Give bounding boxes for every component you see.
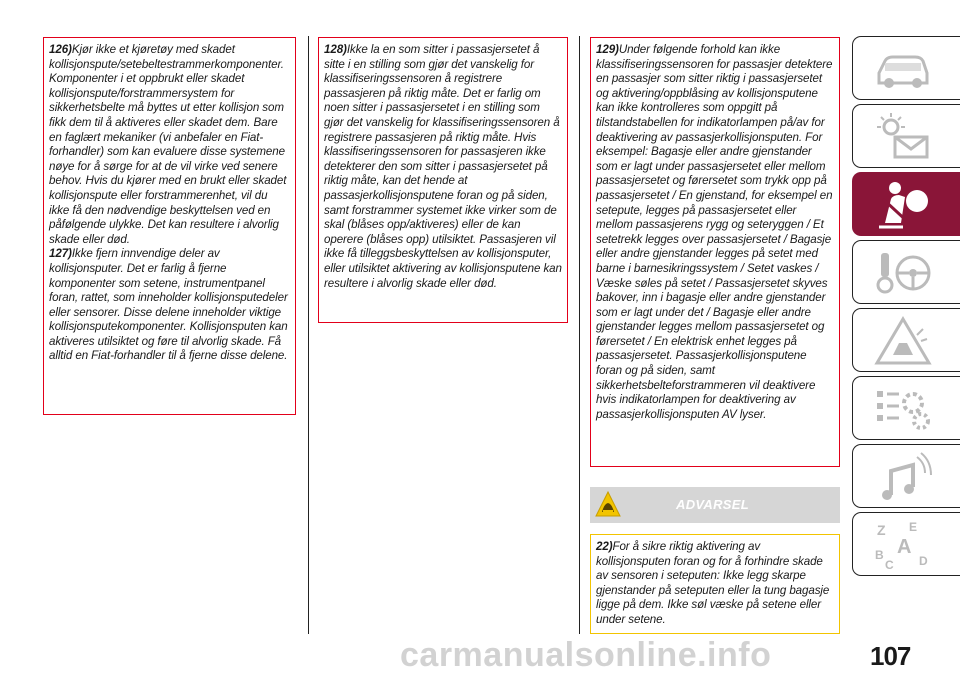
warning-text: Ikke fjern innvendige deler av kollisjonsputer. Det er farlig å fjerne komponenter som setene, instrumentpanel foran, rattet, som inneholder kollisjonsputedeler eller sensorer. Disse delene inneholder viktige kollisjonsputekomponenter. Kollisjonsputen kan aktiveres utilsiktet og føre til alvorlig skade. Få alltid en Fiat-forhandler til å fjerne disse delene.: [49, 247, 288, 363]
warning-number: 126): [49, 43, 72, 56]
tab-safety[interactable]: [852, 172, 960, 236]
advarsel-header: [590, 487, 840, 523]
warning-box-128: [318, 37, 568, 323]
tab-multimedia[interactable]: [852, 444, 960, 508]
warning-127: [49, 247, 290, 364]
warning-text: Under følgende forhold kan ikke klassifiseringssensoren for passasjer detektere en passasjer som sitter riktig i passasjersetet og aktivering/oppblåsing av kollisjonsputene kan ikke kontrolleres som oppgitt på tilstandstabellen for indikatorlampen på/av for deaktivering av passasjerkollisjonsputen. For eksempel: Bagasje eller andre gjenstander som er lagt under passasjersetet eller mellom passasjersetet og førersetet som trykk opp på passasjersetet / En gjenstand, for eksempel en setepute, legges på passasjersetet eller mellom passasjerens rygg og seteryggen / Et setetrekk legges over passasjersetet / Bagasje eller andre gjenstander legges på setet med barne i barnesikringssystem / Setet vaskes / Væske søles på setet / Passasjersetet skyves bakover, inn i bagasje eller andre gjenstander som er lagt under det / Bagasje eller andre gjenstander legges mellom passasjersetet og førersetet / En elektrisk enhet legges på passasjersetet. Passasjerkollisjonsputene foran og på siden, samt sikkerhetsbelteforstrammeren vil deaktivere hvis indikatorlampen for deaktivering av passasjerkollisjonsputen AV lyser.: [596, 43, 833, 421]
seatbelt-airbag-safety-icon: [873, 179, 933, 231]
key-steering-wheel-icon: [873, 247, 933, 299]
car-dashboard-icon: [873, 43, 933, 95]
svg-text:A: A: [897, 536, 912, 558]
warning-box-129: [590, 37, 840, 467]
warning-text: Ikke la en som sitter i passasjersetet å sitte i en stilling som gjør det vanskelig for klassifiseringssensoren å registrere passasjeren på riktig måte. Det er farlig om noen sitter i passasjersetet i en stilling som gjør det vanskelig for klassifiseringssensoren å registrere passasjeren på riktig måte. Hvis klassifiseringssensoren for passasjeren ikke detekterer den som sitter i passasjersetet på riktig måte, kan det hende at passasjerkollisjonsputene foran og på siden, samt forstrammer systemet ikke virker som de skal (blåses opp/aktiveres) eller de kan operere (blåses opp) utilsiktet. Passasjeren vil ikke få tilleggsbeskyttelsen av kollisjonsputer, eller utilsiktet aktivering av kollisjonsputene kan resultere i alvorlig skade eller død.: [324, 43, 562, 290]
advarsel-number: 22): [596, 540, 613, 553]
warning-128: [324, 43, 562, 291]
tab-car-dashboard[interactable]: [852, 36, 960, 100]
warning-number: 127): [49, 247, 72, 261]
svg-text:D: D: [919, 554, 928, 568]
svg-text:E: E: [909, 520, 918, 534]
tab-maintenance[interactable]: [852, 376, 960, 440]
svg-text:C: C: [885, 558, 894, 571]
alphabetical-index-icon: [873, 519, 933, 571]
svg-text:Z: Z: [877, 522, 886, 538]
page-number: 107: [870, 641, 911, 671]
tab-key-steering[interactable]: [852, 240, 960, 304]
watermark: carmanualsonline.info: [400, 636, 772, 674]
tab-index[interactable]: [852, 512, 960, 576]
advarsel-warning-icon: [594, 490, 622, 520]
advarsel-22: [596, 540, 834, 628]
tab-emergency[interactable]: [852, 308, 960, 372]
maintenance-gears-icon: [873, 383, 933, 435]
warning-126: [49, 43, 290, 247]
column-divider-right: [579, 36, 580, 634]
breakdown-triangle-icon: [873, 315, 933, 367]
tab-warning-lights[interactable]: [852, 104, 960, 168]
multimedia-icon: [873, 451, 933, 503]
advarsel-title: ADVARSEL: [676, 497, 749, 512]
column-divider-left: [308, 36, 309, 634]
warning-lights-message-icon: [873, 111, 933, 163]
warning-number: 128): [324, 43, 347, 56]
advarsel-box-22: [590, 534, 840, 634]
warning-129: [596, 43, 834, 422]
svg-text:B: B: [875, 548, 884, 562]
warning-text: Kjør ikke et kjøretøy med skadet kollisjonspute/setebeltestrammerkomponenter. Komponenter i et oppbrukt eller skadet kollisjonspute/forstrammersystem for sikkerhetsbelte må byttes ut etter kollisjon som fikk dem til å aktiveres eller skadet dem. Bare en faglært mekaniker (vi anbefaler en Fiat-forhandler) som kan evaluere disse systemene nøye for å sørge for at de vil virke ved senere behov. Hvis du kjører med en brukt eller skadet kollisjonspute eller forstrammerenhet, vil du ikke få den nødvendige beskyttelsen ved en påfølgende ulykke. Det kan resultere i alvorlig skade eller død.: [49, 43, 287, 246]
warning-box-126-127: [43, 37, 296, 415]
advarsel-text: For å sikre riktig aktivering av kollisjonsputen foran og for å forhindre skade av sensoren i seteputen: Ikke legg skarpe gjenstander på seteputen eller la tung bagasje ligge på dem. Ikke søl væske på setene eller under setene.: [596, 540, 830, 626]
warning-number: 129): [596, 43, 619, 56]
